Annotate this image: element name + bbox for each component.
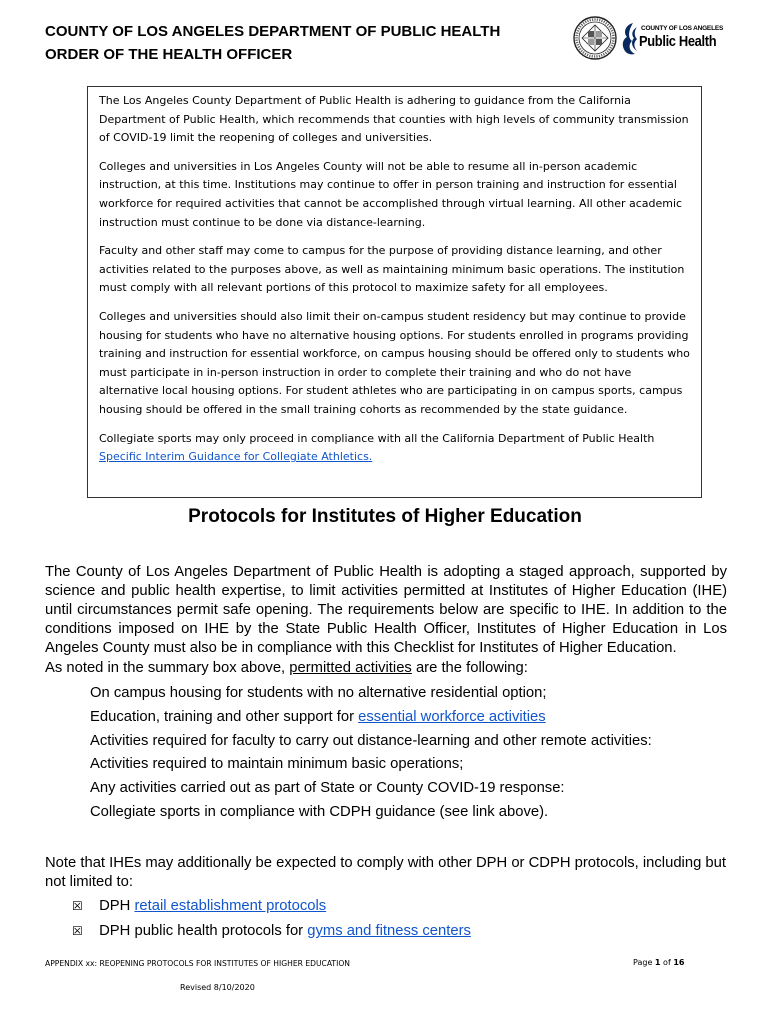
as-noted-before: As noted in the summary box above,: [45, 660, 286, 676]
page-total: 16: [673, 958, 685, 967]
summary-paragraph-5-text: Collegiate sports may only proceed in compliance with all the California Department of Public Health: [99, 431, 655, 445]
summary-paragraph-2: Colleges and universities in Los Angeles County will not be able to resume all in-person academic instruction, at this time. Institutions may continue to offer in person training and instruction for essential workforce for required activities that cannot be accomplished through virtual learning. All other academic instruction must continue to be done via distance-learning.: [99, 159, 683, 229]
public-health-logo-icon: [619, 21, 641, 57]
gyms-fitness-centers-link[interactable]: gyms and fitness centers: [307, 923, 471, 939]
header-line-2: ORDER OF THE HEALTH OFFICER: [45, 46, 293, 63]
list-item: Any activities carried out as part of State or County COVID-19 response:: [90, 780, 565, 797]
list-item: Activities required to maintain minimum basic operations;: [90, 756, 464, 773]
permitted-activities-underlined: permitted activities: [289, 660, 412, 676]
list-item: Activities required for faculty to carry out distance-learning and other remote activities:: [90, 732, 652, 749]
permitted-activities-list: [90, 682, 652, 825]
page-label: Page: [633, 958, 653, 967]
public-health-logo: [619, 21, 731, 57]
intro-paragraph: The County of Los Angeles Department of Public Health is adopting a staged approach, supported by science and public health expertise, to limit activities permitted at Institutes of Higher Education (IHE) until circumstances permit safe opening. The requirements below are specific to IHE. In addition to the conditions imposed on IHE by the State Public Health Officer, Institutes of Higher Education in Los Angeles County must also be in compliance with this Checklist for Institutes of Higher Education.: [45, 564, 727, 656]
logo-small-text: COUNTY OF LOS ANGELES: [641, 25, 724, 32]
collegiate-athletics-guidance-link[interactable]: Specific Interim Guidance for Collegiate Athletics.: [99, 450, 373, 464]
page-current: 1: [654, 958, 661, 967]
additional-protocols-list: [72, 894, 471, 944]
list-item-text: DPH: [99, 898, 131, 914]
summary-paragraph-3: Faculty and other staff may come to campus for the purpose of providing distance learning, and other activities related to the purposes above, as well as maintaining minimum basic operations. The institution must comply with all relevant portions of this protocol to maximize safety for all employees.: [99, 244, 685, 295]
page-of-label: of: [663, 958, 671, 967]
summary-box: [87, 86, 702, 498]
list-item-text: Education, training and other support for: [90, 708, 355, 725]
page-title: Protocols for Institutes of Higher Education: [188, 506, 582, 527]
list-item: [90, 706, 652, 730]
list-item: Collegiate sports in compliance with CDPH guidance (see link above).: [90, 803, 549, 820]
county-seal-icon: [573, 16, 617, 60]
additional-protocols-note: Note that IHEs may additionally be expected to comply with other DPH or CDPH protocols, including but not limited to:: [45, 855, 726, 890]
list-item: On campus housing for students with no alternative residential option;: [90, 685, 547, 701]
revised-date: Revised 8/10/2020: [180, 983, 255, 992]
list-item-text: DPH public health protocols for: [99, 923, 304, 939]
summary-paragraph-4: Colleges and universities should also limit their on-campus student residency but may continue to provide housing for students who have no alternative housing options. For students enrolled in programs providing training and instruction for essential workforce, on campus housing should be offered only to students who must participate in in-person instruction in order to complete their training and who do not have alternative local housing options. For student athletes who are participating in on campus sports, campus housing should be offered in the small training cohorts as recommended by the state guidance.: [99, 309, 690, 416]
summary-paragraph-1: The Los Angeles County Department of Public Health is adhering to guidance from the California Department of Public Health, which recommends that counties with high levels of community transmission of COVID-19 limit the reopening of colleges and universities.: [99, 94, 689, 145]
header-line-1: COUNTY OF LOS ANGELES DEPARTMENT OF PUBLIC HEALTH: [45, 23, 501, 40]
checkbox-bullet-icon: ☒: [72, 899, 83, 913]
list-item: [72, 919, 471, 944]
logo-big-text: Public Health: [639, 33, 717, 50]
retail-establishment-protocols-link[interactable]: retail establishment protocols: [134, 898, 327, 914]
list-item: [72, 894, 471, 919]
permitted-activities-intro: [45, 659, 727, 678]
page-number: [633, 958, 684, 967]
checkbox-bullet-icon: ☒: [72, 924, 83, 938]
as-noted-after: are the following:: [415, 660, 528, 676]
essential-workforce-link[interactable]: essential workforce activities: [358, 708, 546, 725]
document-header: [45, 20, 525, 66]
footer-appendix-title: APPENDIX xx: REOPENING PROTOCOLS FOR INSTITUTES OF HIGHER EDUCATION: [45, 959, 350, 968]
summary-paragraph-5: [99, 430, 690, 467]
